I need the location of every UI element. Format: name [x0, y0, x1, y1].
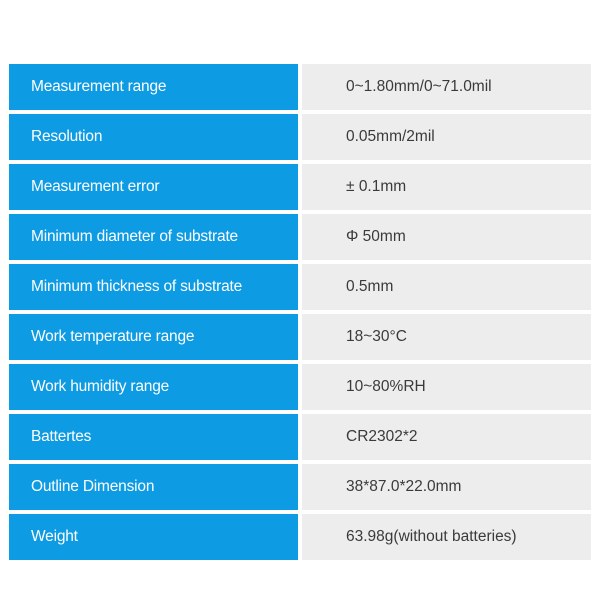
spec-value: 18~30°C [302, 314, 591, 360]
spec-value: 0.05mm/2mil [302, 114, 591, 160]
spec-table [9, 64, 591, 560]
spec-row-min-thickness [9, 264, 591, 310]
spec-value: 63.98g(without batteries) [302, 514, 591, 560]
spec-row-work-humidity [9, 364, 591, 410]
spec-row-min-diameter [9, 214, 591, 260]
spec-row-resolution [9, 114, 591, 160]
spec-label: Outline Dimension [9, 464, 298, 510]
spec-row-measurement-error [9, 164, 591, 210]
spec-value: ± 0.1mm [302, 164, 591, 210]
spec-row-work-temperature [9, 314, 591, 360]
spec-label: Resolution [9, 114, 298, 160]
spec-label: Weight [9, 514, 298, 560]
spec-row-measurement-range [9, 64, 591, 110]
spec-row-outline-dimension [9, 464, 591, 510]
spec-label: Work humidity range [9, 364, 298, 410]
spec-label: Battertes [9, 414, 298, 460]
spec-value: 38*87.0*22.0mm [302, 464, 591, 510]
spec-value: 10~80%RH [302, 364, 591, 410]
spec-row-batteries [9, 414, 591, 460]
spec-row-weight [9, 514, 591, 560]
spec-value: 0.5mm [302, 264, 591, 310]
spec-value: 0~1.80mm/0~71.0mil [302, 64, 591, 110]
spec-label: Minimum thickness of substrate [9, 264, 298, 310]
spec-value: Φ 50mm [302, 214, 591, 260]
spec-label: Minimum diameter of substrate [9, 214, 298, 260]
spec-label: Measurement error [9, 164, 298, 210]
spec-value: CR2302*2 [302, 414, 591, 460]
spec-label: Measurement range [9, 64, 298, 110]
spec-label: Work temperature range [9, 314, 298, 360]
